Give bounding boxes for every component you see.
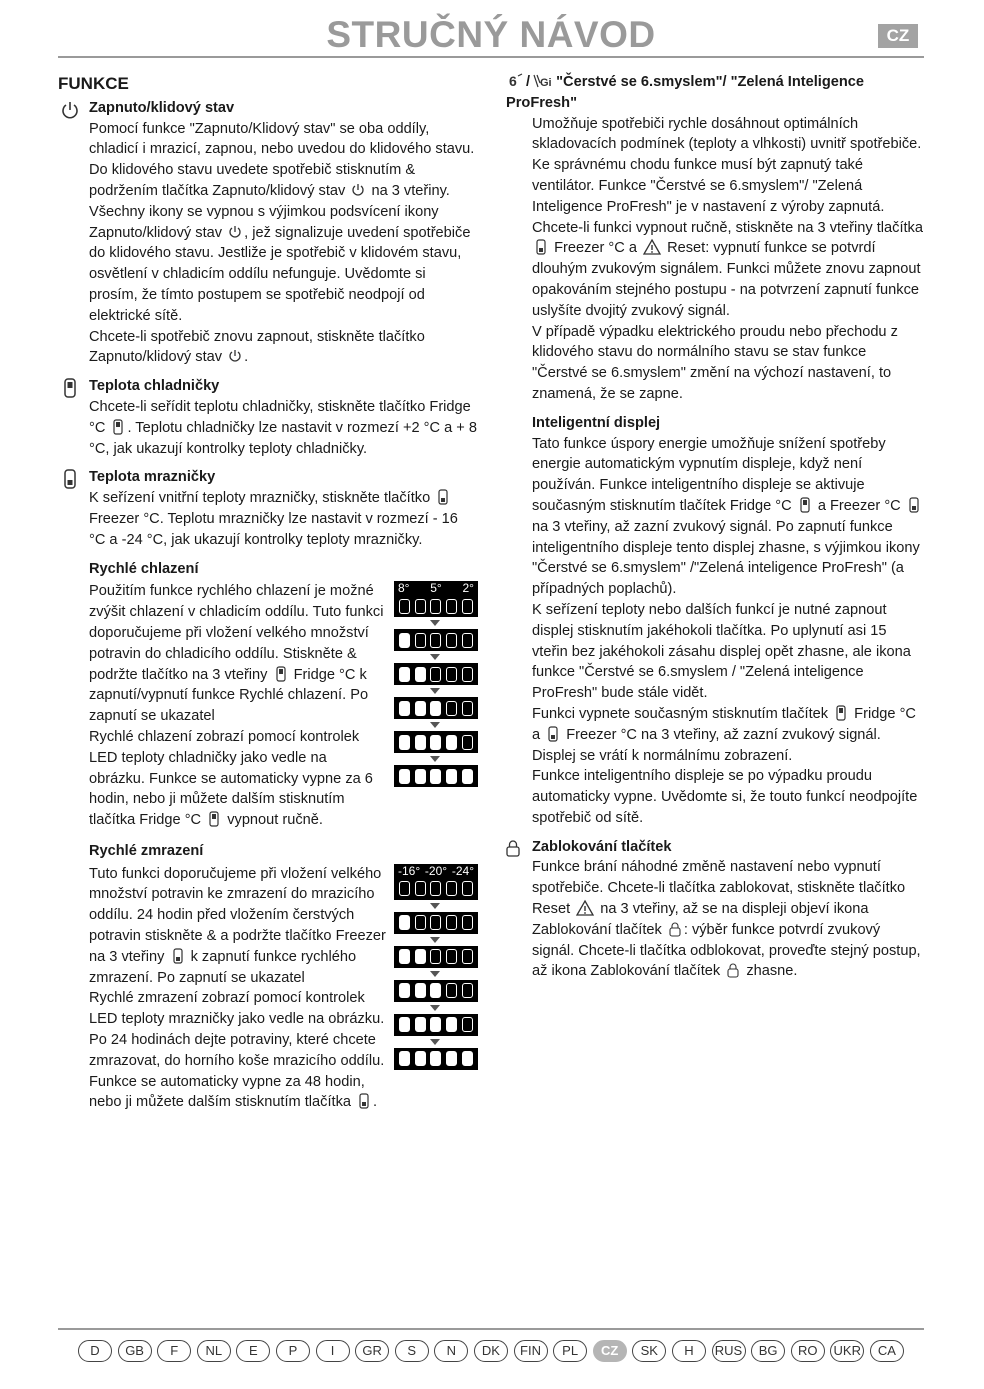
led-row (394, 765, 478, 787)
power-title: Zapnuto/klidový stav (89, 99, 235, 116)
led-row (394, 595, 478, 617)
fresh-title-separator: / (526, 74, 531, 90)
language-tab-ca[interactable]: CA (870, 1340, 904, 1362)
smart-display-title: Inteligentní displej (532, 414, 661, 431)
fridge-icon (60, 378, 80, 398)
power-text-3a: Chcete-li spotřebič znovu zapnout, stiskněte tlačítko Zapnuto/klidový stav (89, 328, 425, 366)
fridge-icon (207, 811, 221, 827)
led-row (394, 980, 478, 1002)
language-tab-n[interactable]: N (434, 1340, 468, 1362)
display-text-1c: na 3 vteřiny, až zazní zvukový signál. Po zapnutí funkce inteligentního displeje tento displej zhasne, s výjimkou ikony "Čerstvé se 6.smyslem" /"Zelená inteligence ProFresh" (a případných poplachů). (532, 518, 920, 598)
freezer-text-a: K seřízení vnitřní teploty mrazničky, stiskněte tlačítko (89, 490, 431, 507)
fresh-text-1: Umožňuje spotřebiči rychle dosáhnout optimálních skladovacích podmínek (teploty a vlhkosti) uvnitř spotřebiče. Ke správnému chodu funkce musí být zapnutý také ventilátor. Funkce "Čerstvé se 6.smyslem"/ "Zelená Inteligence ProFresh" je v nastavení z výroby zapnutá. (532, 115, 922, 215)
freezer-title: Teplota mrazničky (89, 469, 216, 486)
scale-label: 8° (398, 581, 410, 596)
fridge-icon (798, 497, 812, 513)
lock-icon (504, 839, 522, 857)
fresh-text-2c: Reset: vypnutí funkce se potvrdí dlouhým zvukovým signálem. Funkci můžete znovu zapnout opakováním stejného postupu - na potvrzení zapnutí funkce uslyšíte dvojitý zvukový signál. (532, 240, 921, 319)
language-tab-cz[interactable]: CZ (593, 1340, 627, 1362)
fast-cool-text-2b: vypnout ručně. (227, 812, 323, 829)
smart-display-section (506, 413, 924, 829)
display-text-2: K seřízení teploty nebo dalších funkcí je nutné zapnout displej stisknutím jakéhokoli tlačítka. Po uplynutí asi 15 vteřin bez jakéhokoli zásahu displej opět zhasne, ale ikona funkce "Čerstvé se 6.smyslem / "Zelená inteligence ProFresh" bude stále vidět. (532, 601, 911, 702)
page-title: STRUČNÝ NÁVOD (326, 14, 656, 55)
svg-text:Gi: Gi (540, 77, 552, 89)
key-lock-title: Zablokování tlačítek (532, 838, 672, 855)
led-row (394, 663, 478, 685)
section-title: FUNKCE (58, 74, 129, 93)
fridge-section (58, 376, 478, 459)
fast-freeze-section (89, 864, 478, 1114)
fast-cool-led-diagram (394, 581, 478, 799)
page-header (58, 14, 924, 60)
led-row (394, 629, 478, 651)
fridge-icon (111, 419, 125, 435)
warning-icon (576, 900, 594, 916)
fast-freeze-text-2a: Rychlé zmrazení zobrazí pomocí kontrolek LED teploty mrazničky jako vedle na obrázku. Po 24 hodinách dejte potraviny, které chcete zmrazovat, do horního koše mrazicího oddílu. Funkce se automaticky vypne za 48 hodin, nebo ji můžete dalším stisknutím tlačítka (89, 990, 385, 1111)
display-text-3b: Fridge °C a (532, 705, 916, 743)
power-text-3b: . (244, 349, 249, 366)
language-tab-gr[interactable]: GR (355, 1340, 389, 1362)
language-tab-dk[interactable]: DK (474, 1340, 508, 1362)
fresh-title-text: "Čerstvé se 6.smyslem"/ "Zelená Inteligence ProFresh" (506, 74, 865, 111)
language-tab-i[interactable]: I (316, 1340, 350, 1362)
fridge-text-b: . Teplotu chladničky lze nastavit v rozmezí +2 °C a + 8 °C, jak ukazují kontrolky teploty chladničky. (89, 419, 477, 457)
power-text-2a: Do klidového stavu uvedete spotřebič stisknutím & podržením tlačítka Zapnuto/klidový stav (89, 162, 416, 199)
green-intelligence-icon (532, 73, 550, 89)
power-text-2b: na 3 vteřiny. Všechny ikony se vypnou s výjimkou podsvícení ikony Zapnuto/klidový stav (89, 182, 450, 241)
language-tab-bg[interactable]: BG (751, 1340, 785, 1362)
led-row (394, 731, 478, 753)
language-tab-sk[interactable]: SK (632, 1340, 666, 1362)
freezer-icon (60, 469, 80, 489)
language-tabs (58, 1340, 924, 1362)
freezer-icon (907, 497, 921, 513)
fast-freeze-text-1a: Tuto funkci doporučujeme při vložení velkého množství potravin ke zmrazení do mrazicího oddílu. 24 hodin před vložením čerstvých potravin stiskněte & a podržte tlačítko Freezer na 3 vteřiny (89, 865, 386, 965)
display-text-1b: a Freezer °C (817, 497, 901, 514)
freezer-icon (534, 239, 548, 255)
lock-text-a: Funkce brání náhodné změně nastavení nebo vypnutí spotřebiče. Chcete-li tlačítka zablokovat, stiskněte tlačítko Reset (532, 859, 906, 918)
key-lock-section (506, 837, 924, 983)
power-text-1: Pomocí funkce "Zapnuto/Klidový stav" se oba oddíly, chladicí i mrazicí, zapnou, nebo uvedou do klidového stavu. (89, 120, 475, 158)
language-tab-fin[interactable]: FIN (514, 1340, 548, 1362)
display-text-3a: Funkci vypnete současným stisknutím tlačítek (532, 705, 829, 722)
scale-label: -24° (451, 863, 474, 878)
scale-label: 5° (430, 581, 442, 596)
freezer-icon (546, 726, 560, 742)
warning-icon (643, 239, 661, 255)
freezer-icon (357, 1093, 371, 1109)
language-footer (58, 1328, 924, 1362)
led-row (394, 912, 478, 934)
fast-freeze-text-1b: k zapnutí funkce rychlého zmrazení. Po zapnutí se ukazatel (89, 948, 357, 986)
fridge-text-a: Chcete-li seřídit teplotu chladničky, stiskněte tlačítko Fridge °C (89, 398, 471, 436)
led-row (394, 878, 478, 900)
scale-label: -20° (424, 863, 448, 878)
sixth-sense-icon (508, 73, 524, 89)
freezer-icon (436, 489, 450, 505)
language-tab-p[interactable]: P (276, 1340, 310, 1362)
power-icon (228, 348, 242, 364)
language-tab-nl[interactable]: NL (197, 1340, 231, 1362)
fresh-section (506, 72, 924, 405)
lock-text-c: : výběr funkce potvrdí zvukový signál. Chcete-li tlačítka odblokovat, proveďte stejný postup, až ikona Zablokování tlačítek (532, 921, 921, 980)
led-row (394, 1014, 478, 1036)
footer-rule (58, 1328, 924, 1330)
fast-cool-text-1a: Použitím funkce rychlého chlazení je možné zvýšit chlazení v chladicím oddílu. Tuto funkci doporučujeme při vložení velkého množství potravin do chladicího oddílu. Stiskněte & podržte tlačítko na 3 vteřiny (89, 583, 384, 683)
fast-cool-text-1b: Fridge °C k zapnutí/vypnutí funkce Rychlé chlazení. Po zapnutí se ukazatel (89, 666, 369, 725)
fresh-title (506, 72, 924, 114)
language-tab-h[interactable]: H (672, 1340, 706, 1362)
lock-text-d: zhasne. (746, 963, 798, 980)
language-tab-s[interactable]: S (395, 1340, 429, 1362)
led-row (394, 946, 478, 968)
display-text-4: Funkce inteligentního displeje se po výpadku proudu automaticky vypne. Uvědomte si, že touto funkcí neodpojíte spotřebič od sítě. (532, 768, 918, 826)
left-column (58, 72, 478, 1113)
display-text-1a: Tato funkce úspory energie umožňuje snížení spotřeby energie automatickým vypnutím displeje, když není používán. Funkce inteligentního displeje se aktivuje současným stisknutím tlačítek Fridge °C (532, 435, 886, 514)
led-row (394, 1048, 478, 1070)
language-tab-gb[interactable]: GB (118, 1340, 152, 1362)
led-row (394, 697, 478, 719)
freezer-temp-scale (394, 864, 478, 878)
fridge-icon (834, 705, 848, 721)
language-tab-d[interactable]: D (78, 1340, 112, 1362)
power-icon (228, 224, 242, 240)
fast-freeze-led-diagram (394, 864, 478, 1082)
fridge-temp-scale (394, 581, 478, 595)
language-tab-ro[interactable]: RO (791, 1340, 825, 1362)
scale-label: -16° (398, 863, 421, 878)
scale-label: 2° (462, 581, 474, 596)
fast-freeze-title: Rychlé zmrazení (89, 842, 204, 859)
freezer-text-b: Freezer °C. Teplotu mrazničky lze nastavit v rozmezí - 16 °C a -24 °C, jak ukazují kontrolky teploty mrazničky. (89, 510, 458, 548)
svg-text:6: 6 (509, 73, 517, 89)
power-icon (351, 182, 365, 198)
language-tab-f[interactable]: F (157, 1340, 191, 1362)
language-tab-e[interactable]: E (236, 1340, 270, 1362)
power-icon (60, 100, 80, 120)
fresh-text-2a: Chcete-li funkci vypnout ručně, stiskněte na 3 vteřiny tlačítka (532, 219, 923, 236)
right-column (506, 72, 924, 990)
fridge-title: Teplota chladničky (89, 378, 220, 395)
header-rule (58, 56, 924, 58)
lock-icon (668, 921, 682, 937)
fresh-text-3: V případě výpadku elektrického proudu nebo přechodu z klidového stavu do normálního stavu se stav funkce "Čerstvé se 6.smyslem" změní na výchozí nastavení, to znamená, že se zapne. (532, 323, 898, 402)
lock-icon (726, 962, 740, 978)
freezer-icon (171, 948, 185, 964)
fridge-icon (274, 666, 288, 682)
language-tab-pl[interactable]: PL (553, 1340, 587, 1362)
display-text-3c: Freezer °C na 3 vteřiny, až zazní zvukový signál. Displej se vrátí k normálnímu zobrazení. (532, 726, 881, 764)
fast-freeze-text-2b: . (373, 1094, 378, 1111)
language-tab-ukr[interactable]: UKR (830, 1340, 864, 1362)
language-badge: CZ (878, 24, 918, 48)
power-text-2c: , jež signalizuje uvedení spotřebiče do klidového stavu. Jestliže je spotřebič v klidovém stavu, osvětlení v chladicím oddílu nefunguje. Uvědomte si prosím, že tímto postupem se spotřebič neodpojí od elektrické sítě. (89, 224, 471, 324)
freezer-section (58, 467, 478, 550)
lock-text-b: na 3 vteřiny, až se na displeji objeví ikona Zablokování tlačítek (532, 901, 869, 938)
power-section (58, 98, 478, 368)
language-tab-rus[interactable]: RUS (712, 1340, 746, 1362)
fast-cool-section (89, 581, 478, 831)
fresh-text-2b: Freezer °C a (554, 240, 637, 257)
fast-cool-text-2a: Rychlé chlazení zobrazí pomocí kontrolek LED teploty chladničky jako vedle na obrázku. Funkce se automaticky vypne za 6 hodin, nebo ji můžete dalším stisknutím tlačítka Fridge °C (89, 728, 373, 829)
fast-cool-title: Rychlé chlazení (89, 560, 199, 577)
